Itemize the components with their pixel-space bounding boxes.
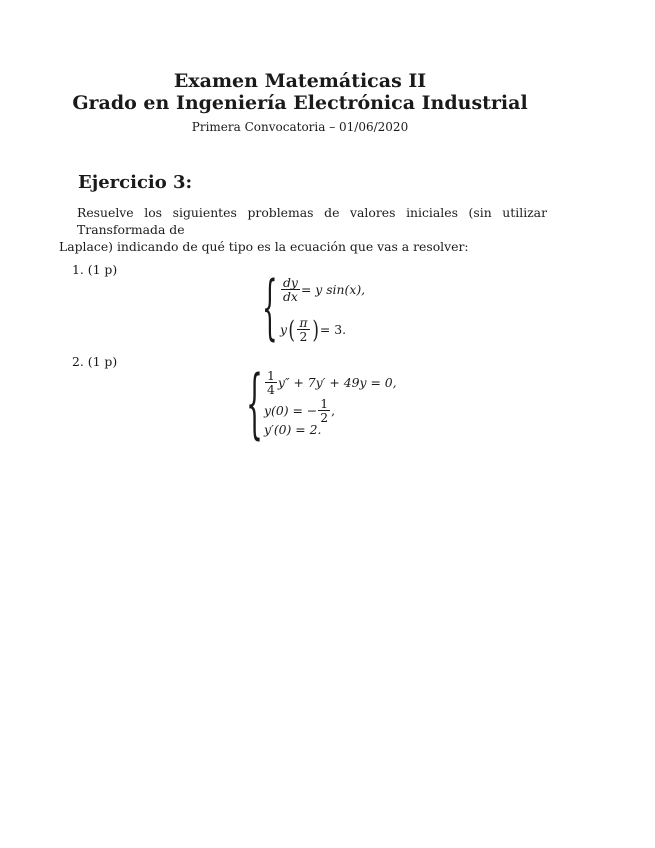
exam-title: Examen Matemáticas II xyxy=(173,70,427,92)
item-2-equation-2 xyxy=(264,397,335,424)
item-2-label xyxy=(72,354,117,369)
item-2-equation-1-text: y″ + 7y′ + 49y = 0, xyxy=(277,375,397,390)
item-1-derivative-fraction: $\frac{dy}{dx}$ xyxy=(283,275,298,304)
item-2-equation-2-tail: , xyxy=(331,403,336,418)
item-2-equation-1 xyxy=(264,369,397,396)
exercise-title: Ejercicio 3: xyxy=(78,172,193,193)
item-2-equation-3-text: y′(0) = 2. xyxy=(264,422,322,437)
item-2-quarter-fraction: $\frac{1}{4}$ xyxy=(267,368,275,397)
item-1-label xyxy=(72,262,117,277)
item-2-brace: { xyxy=(246,358,263,447)
intro-line-1: Resuelve los siguientes problemas de valores iniciales (sin utilizar Transformada de xyxy=(77,205,547,237)
item-1-brace: { xyxy=(262,266,278,348)
intro-line-2: Laplace) indicando de qué tipo es la ecuación que vas a resolver: xyxy=(59,239,469,254)
item-1-equation-2-rhs: = 3. xyxy=(319,322,347,337)
item-1-pi-half-fraction: $\frac{\pi}{2}$ xyxy=(299,315,308,344)
exam-session-date: Primera Convocatoria – 01/06/2020 xyxy=(191,120,409,134)
item-2-half-fraction: $\frac{1}{2}$ xyxy=(320,396,329,425)
item-1-equation-1-rhs: = y sin(x), xyxy=(300,282,366,297)
item-2-number: 2. xyxy=(72,354,84,369)
item-2-equation-3 xyxy=(264,422,321,437)
item-1-equation-2: y ( $\frac{\pi}{2}$ ) = 3. xyxy=(280,315,347,344)
item-2-points: (1 p) xyxy=(87,354,118,369)
item-1-number: 1. xyxy=(72,262,84,277)
item-1-equation-1 xyxy=(280,276,365,303)
item-2-equation-2-text: y(0) = − xyxy=(264,403,318,418)
exam-degree: Grado en Ingeniería Electrónica Industrial xyxy=(72,92,528,114)
exercise-intro xyxy=(59,204,547,255)
item-1-points: (1 p) xyxy=(87,262,118,277)
